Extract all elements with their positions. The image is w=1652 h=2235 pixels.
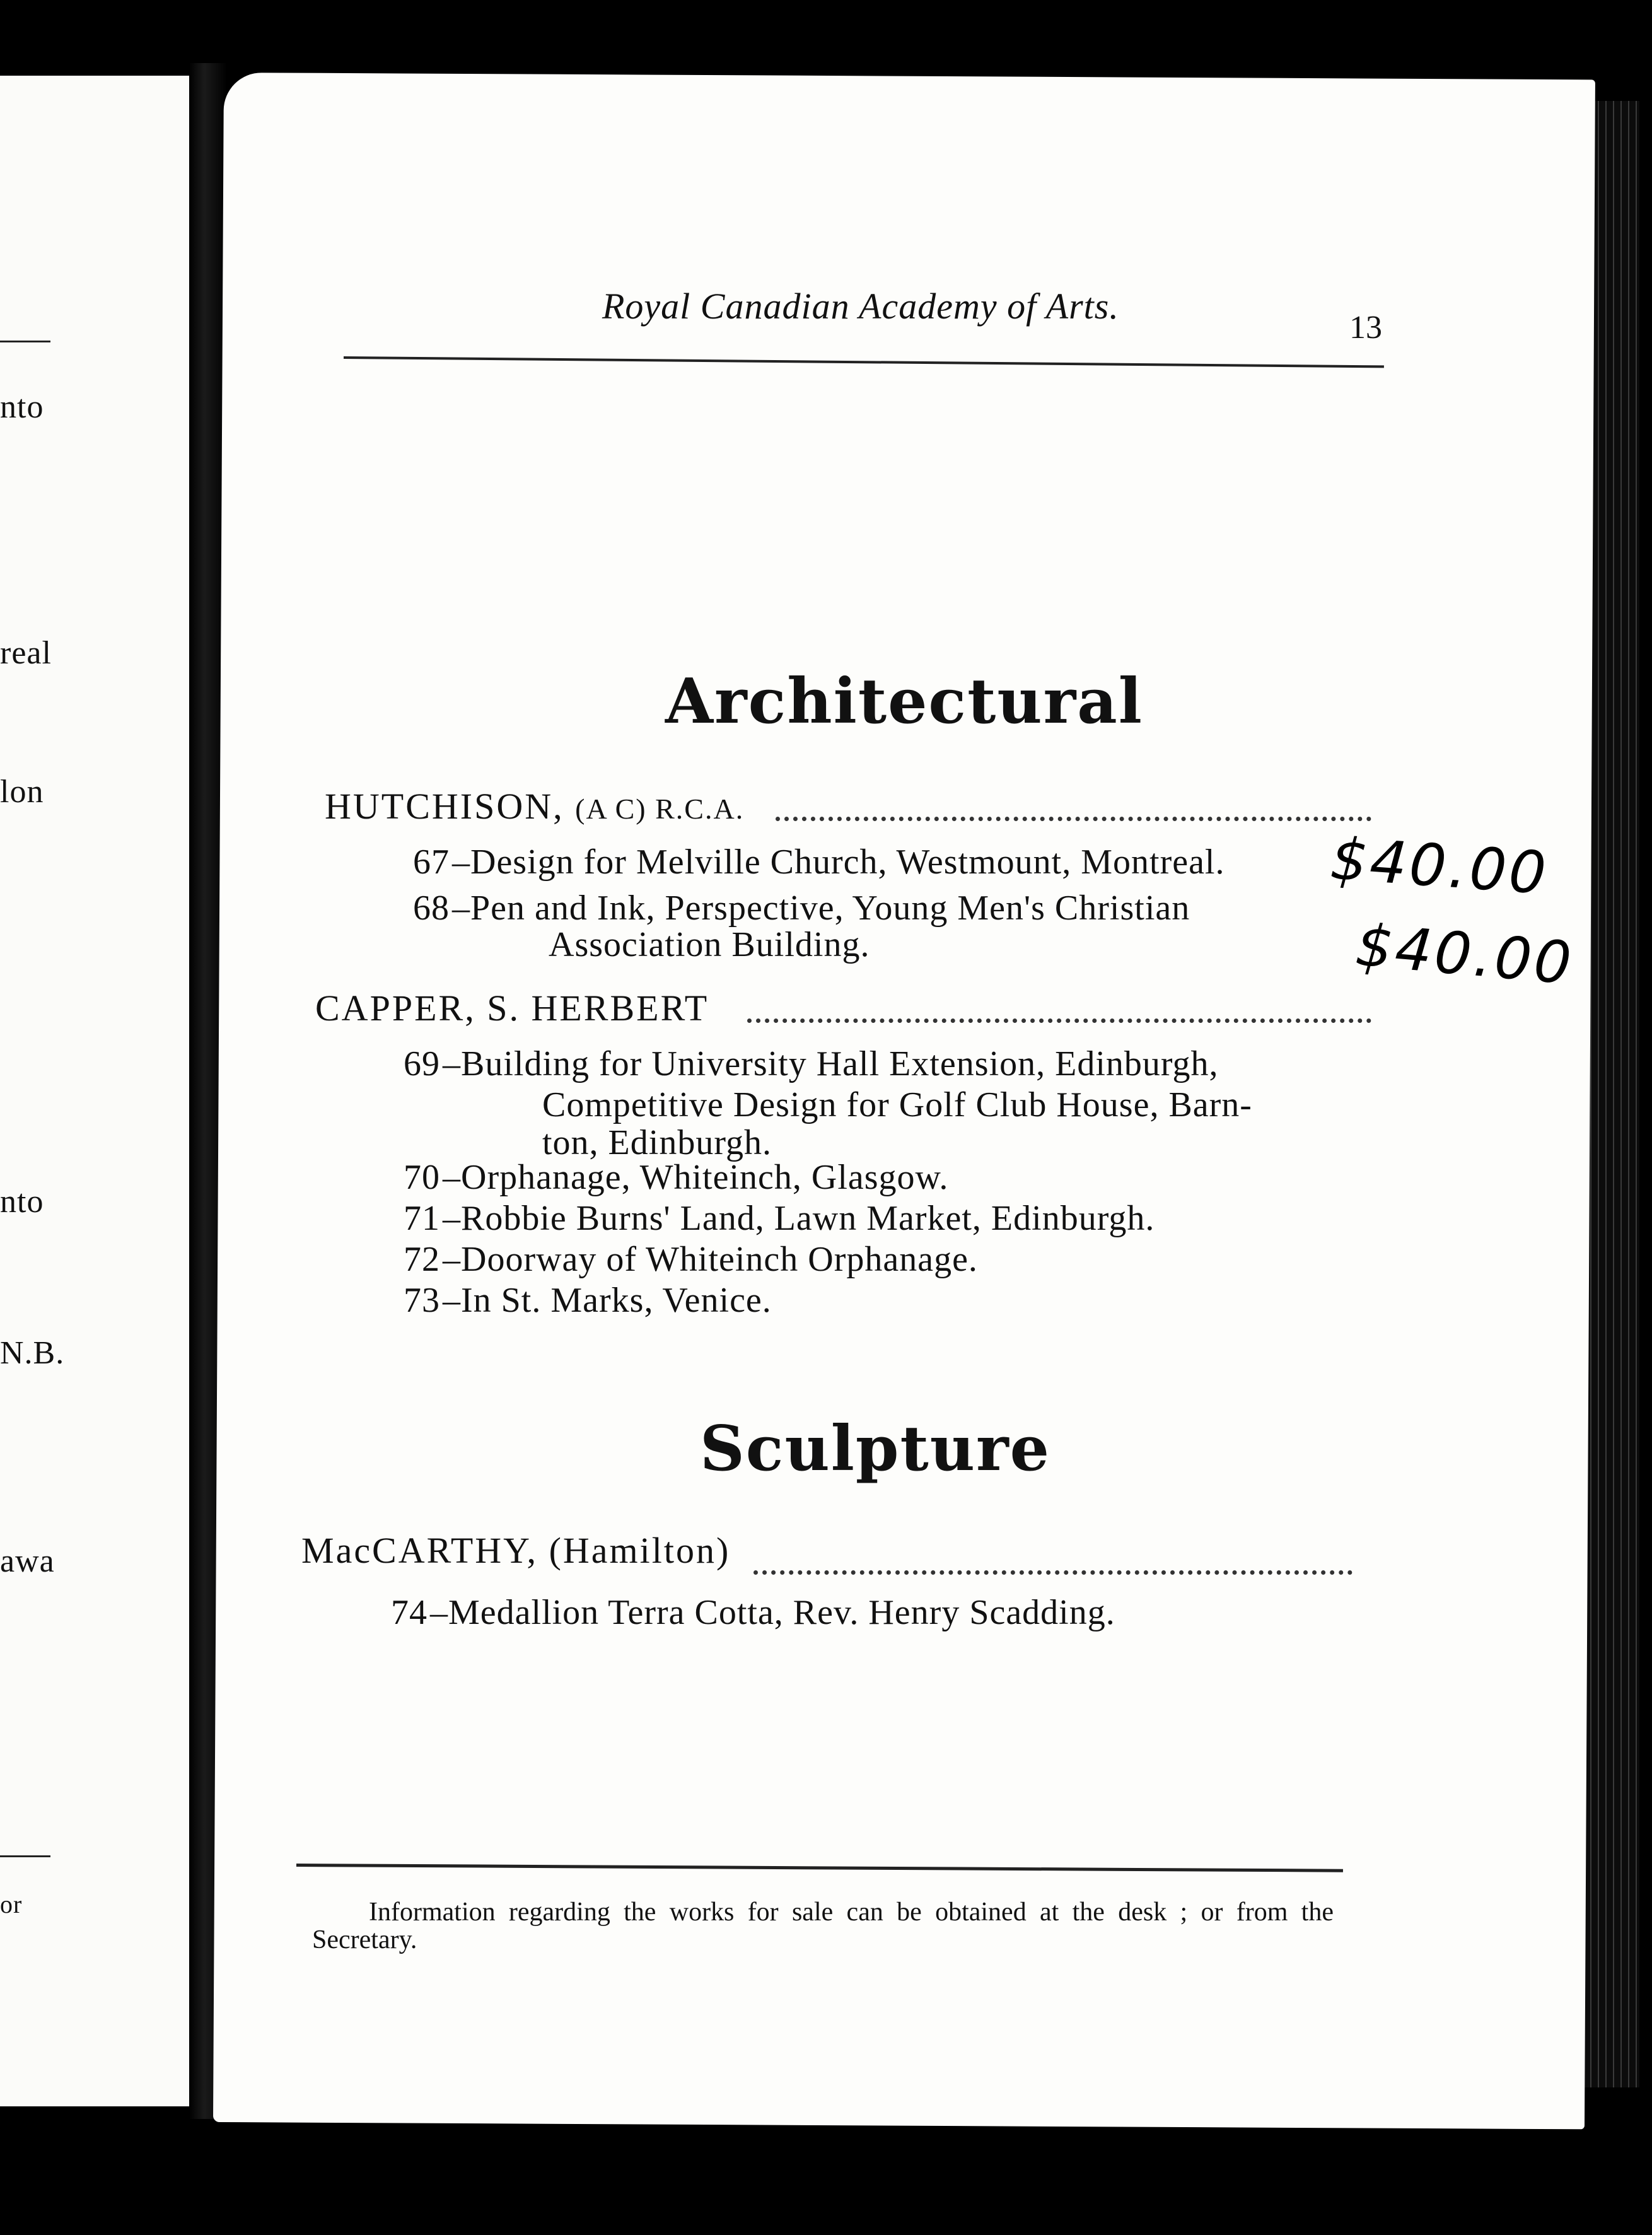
left-page-text: lon bbox=[0, 774, 44, 810]
artist-name bbox=[301, 1529, 730, 1572]
entry-number: 68 bbox=[413, 889, 450, 928]
artist-name bbox=[325, 785, 744, 827]
catalogue-entry: 72–Doorway of Whiteinch Orphanage. bbox=[404, 1240, 978, 1279]
handwritten-price: $40.00 bbox=[1328, 825, 1551, 907]
entry-continuation: Association Building. bbox=[549, 925, 870, 964]
left-page-text: or bbox=[0, 1890, 23, 1918]
catalogue-entry: 70–Orphanage, Whiteinch, Glasgow. bbox=[404, 1158, 949, 1197]
catalogue-entry: 67–Design for Melville Church, Westmount, Montreal. bbox=[413, 843, 1225, 882]
entry-title: Design for Melville Church, Westmount, Montreal. bbox=[470, 843, 1225, 882]
dot-leader bbox=[747, 1018, 1371, 1023]
entry-title: Doorway of Whiteinch Orphanage. bbox=[461, 1240, 978, 1279]
left-page-text: awa bbox=[0, 1543, 55, 1579]
dot-leader bbox=[776, 817, 1371, 821]
catalogue-entry: 73–In St. Marks, Venice. bbox=[404, 1281, 772, 1320]
entry-number: 70 bbox=[404, 1158, 440, 1197]
catalogue-entry: 71–Robbie Burns' Land, Lawn Market, Edinburgh. bbox=[404, 1199, 1155, 1238]
catalogue-entry: 68–Pen and Ink, Perspective, Young Men's Christian bbox=[413, 889, 1190, 928]
dot-leader bbox=[753, 1570, 1352, 1575]
handwritten-price: $40.00 bbox=[1352, 911, 1576, 998]
entry-title: Robbie Burns' Land, Lawn Market, Edinburgh. bbox=[461, 1199, 1155, 1238]
entry-title: In St. Marks, Venice. bbox=[461, 1281, 772, 1320]
entry-continuation: Competitive Design for Golf Club House, Barn- bbox=[542, 1085, 1252, 1124]
entry-title: Building for University Hall Extension, Edinburgh, bbox=[461, 1044, 1219, 1083]
artist-qualifier: (A C) R.C.A. bbox=[575, 793, 745, 825]
entry-title: Medallion Terra Cotta, Rev. Henry Scadding. bbox=[448, 1593, 1115, 1632]
left-page-text: nto bbox=[0, 1184, 44, 1220]
artist-surname: HUTCHISON, bbox=[325, 786, 564, 827]
entry-number: 71 bbox=[404, 1199, 440, 1238]
artist-surname: CAPPER, S. HERBERT bbox=[315, 988, 709, 1029]
entry-continuation: ton, Edinburgh. bbox=[542, 1123, 772, 1162]
artist-qualifier: (Hamilton) bbox=[549, 1530, 731, 1571]
page-number: 13 bbox=[1349, 310, 1382, 346]
entry-number: 69 bbox=[404, 1044, 440, 1083]
section-title-sculpture: Sculpture bbox=[700, 1413, 1050, 1485]
section-title-architectural: Architectural bbox=[665, 665, 1143, 738]
running-title: Royal Canadian Academy of Arts. bbox=[602, 286, 1119, 327]
left-page-rule bbox=[0, 341, 50, 342]
artist-name bbox=[315, 987, 709, 1029]
catalogue-entry: 74–Medallion Terra Cotta, Rev. Henry Scadding. bbox=[391, 1593, 1115, 1632]
entry-title: Orphanage, Whiteinch, Glasgow. bbox=[461, 1158, 949, 1197]
entry-number: 74 bbox=[391, 1593, 428, 1632]
entry-number: 67 bbox=[413, 843, 450, 882]
left-page-fragment bbox=[0, 76, 208, 2106]
entry-number: 73 bbox=[404, 1281, 440, 1320]
artist-surname: MacCARTHY, bbox=[301, 1530, 538, 1571]
footer-note: Information regarding the works for sale can be obtained at the desk ; or from the Secretary. bbox=[312, 1898, 1334, 1955]
catalogue-entry: 69–Building for University Hall Extension, Edinburgh, bbox=[404, 1044, 1219, 1083]
left-page-rule bbox=[0, 1855, 50, 1857]
entry-title: Pen and Ink, Perspective, Young Men's Christian bbox=[470, 889, 1190, 928]
entry-number: 72 bbox=[404, 1240, 440, 1279]
left-page-text: N.B. bbox=[0, 1335, 65, 1371]
left-page-text: real bbox=[0, 635, 52, 671]
left-page-text: nto bbox=[0, 389, 44, 425]
